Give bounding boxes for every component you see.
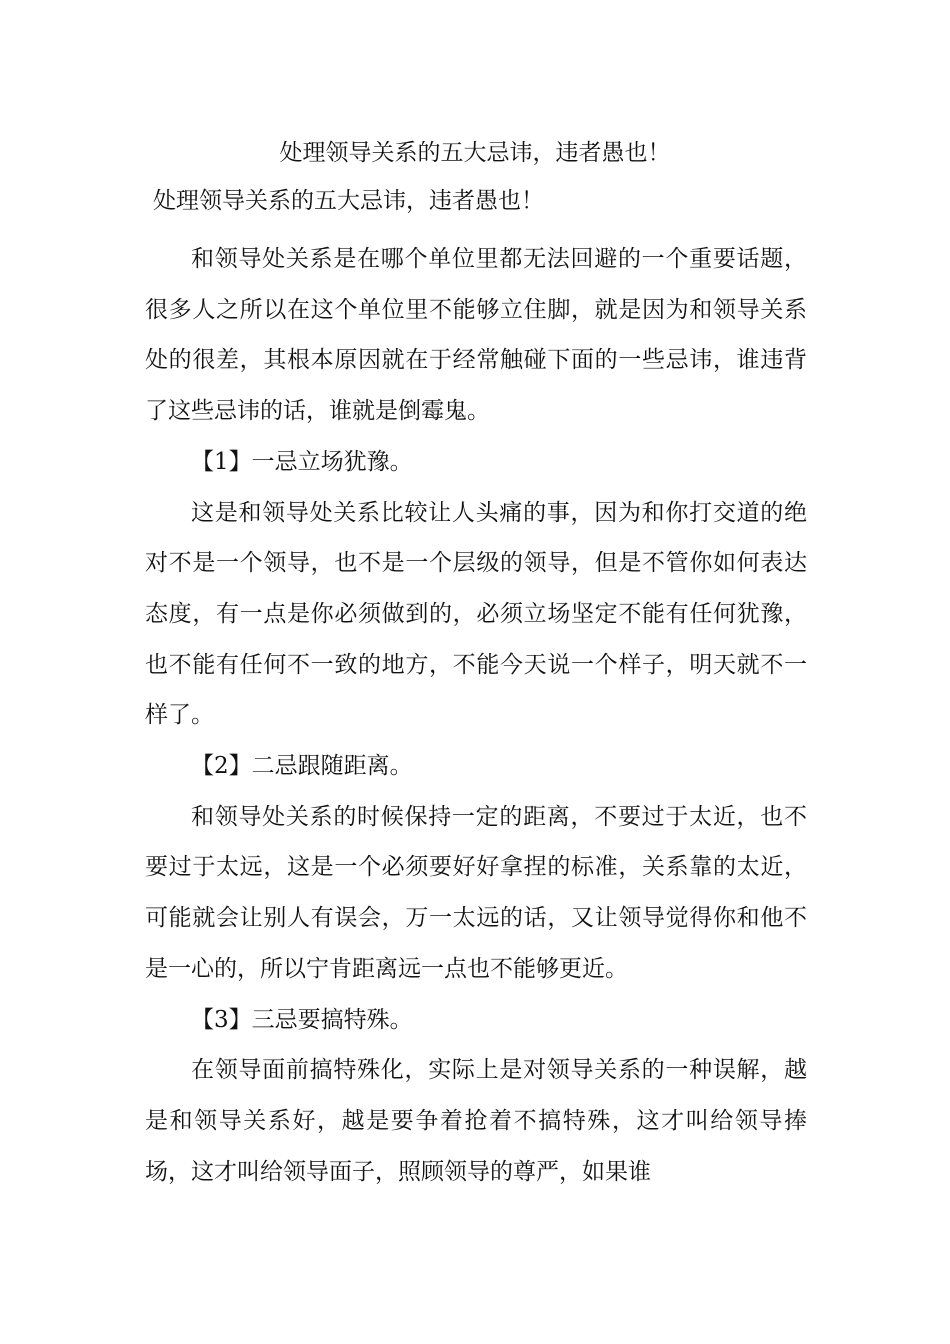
section-heading-1: 【1】一忌立场犹豫。 <box>191 448 413 475</box>
document-title: 处理领导关系的五大忌讳，违者愚也！ <box>279 140 671 166</box>
document-body <box>145 234 807 1197</box>
paragraph-section-3: 在领导面前搞特殊化，实际上是对领导关系的一种误解，越是和领导关系好，越是要争着抢着不搞特殊，这才叫给领导捧场，这才叫给领导面子，照顾领导的尊严，如果谁 <box>145 1057 807 1185</box>
paragraph-section-1: 这是和领导处关系比较让人头痛的事，因为和你打交道的绝对不是一个领导，也不是一个层级的领导，但是不管你如何表达态度，有一点是你必须做到的，必须立场坚定不能有任何犹豫，也不能有任何不一致的地方，不能今天说一个样子，明天就不一样了。 <box>145 499 807 729</box>
paragraph-section-2: 和领导处关系的时候保持一定的距离，不要过于太近，也不要过于太远，这是一个必须要好好拿捏的标准，关系靠的太近，可能就会让别人有误会，万一太远的话，又让领导觉得你和他不是一心的，所以宁肯距离远一点也不能够更近。 <box>145 803 807 982</box>
document-subtitle: 处理领导关系的五大忌讳，违者愚也！ <box>153 188 544 214</box>
paragraph-intro: 和领导处关系是在哪个单位里都无法回避的一个重要话题，很多人之所以在这个单位里不能够立住脚，就是因为和领导关系处的很差，其根本原因就在于经常触碰下面的一些忌讳，谁违背了这些忌讳的话，谁就是倒霉鬼。 <box>145 246 807 425</box>
section-heading-2: 【2】二忌跟随距离。 <box>191 753 413 780</box>
section-heading-3: 【3】三忌要搞特殊。 <box>191 1006 413 1033</box>
